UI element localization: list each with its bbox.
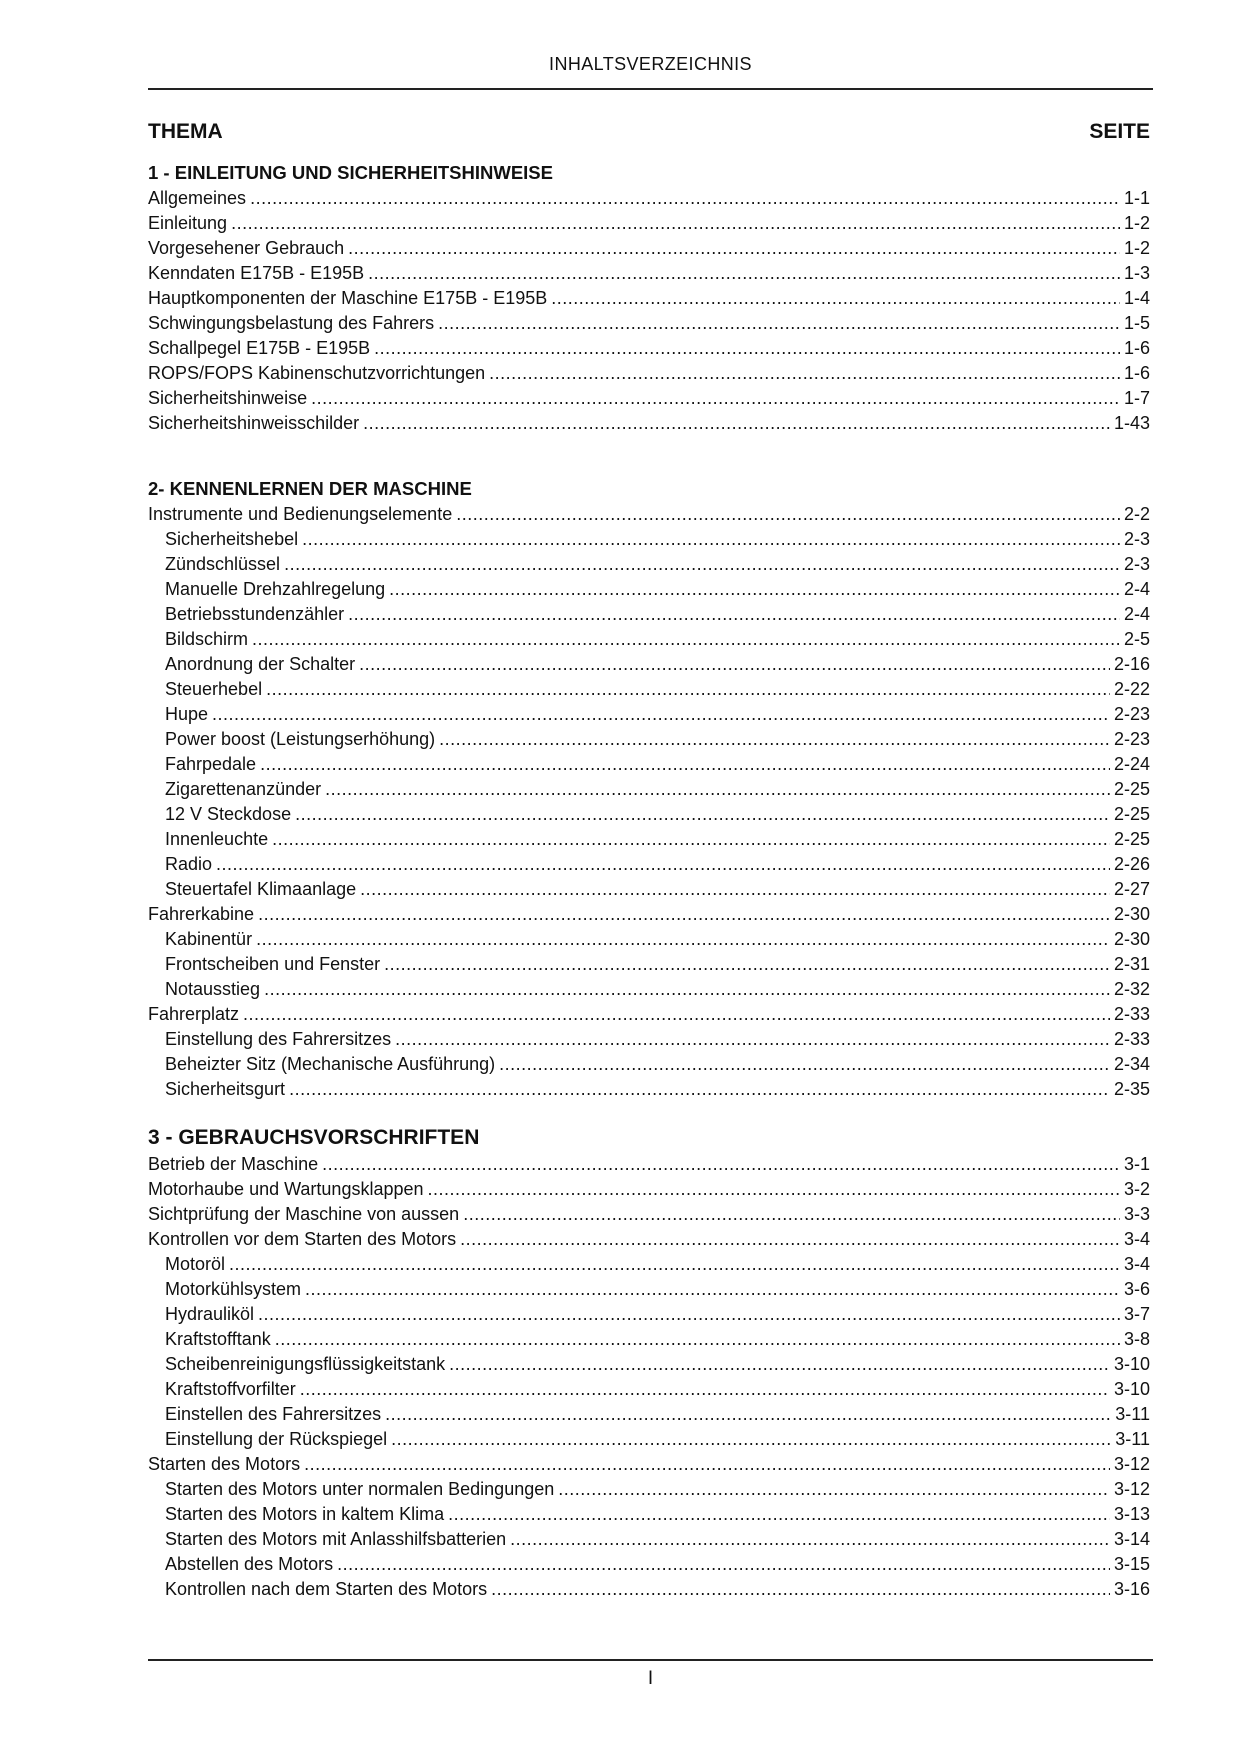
toc-entry[interactable]	[148, 1002, 1150, 1027]
entry-label: Sicherheitshinweise	[148, 388, 308, 408]
toc-entry[interactable]	[148, 1402, 1150, 1427]
entry-label: Einstellung des Fahrersitzes	[165, 1029, 392, 1049]
dot-leader	[489, 361, 1120, 386]
entry-label: Steuerhebel	[165, 679, 263, 699]
toc-entry[interactable]	[148, 411, 1150, 436]
entry-page: 2-3	[1123, 554, 1150, 574]
toc-entry[interactable]	[148, 977, 1150, 1002]
toc-entry[interactable]	[148, 677, 1150, 702]
toc-section	[148, 1124, 1150, 1602]
entry-label: Starten des Motors	[148, 1454, 301, 1474]
toc-entry[interactable]	[148, 1452, 1150, 1477]
dot-leader	[460, 1227, 1120, 1252]
dot-leader	[456, 502, 1120, 527]
dot-leader	[264, 977, 1110, 1002]
toc-entry[interactable]	[148, 527, 1150, 552]
entry-page: 3-14	[1113, 1529, 1150, 1549]
dot-leader	[551, 286, 1120, 311]
toc-entry[interactable]	[148, 211, 1150, 236]
toc-entry[interactable]	[148, 577, 1150, 602]
dot-leader	[243, 1002, 1110, 1027]
entry-page: 2-25	[1113, 829, 1150, 849]
entry-label: Kraftstoffvorfilter	[165, 1379, 296, 1399]
entry-page: 1-3	[1123, 263, 1150, 283]
entry-label: Sichtprüfung der Maschine von aussen	[148, 1204, 460, 1224]
entry-label: Hupe	[165, 704, 209, 724]
dot-leader	[491, 1577, 1110, 1602]
entry-page: 2-32	[1113, 979, 1150, 999]
entry-label: Radio	[165, 854, 213, 874]
dot-leader	[322, 1152, 1120, 1177]
topic-column-heading: THEMA	[148, 120, 223, 143]
entry-page: 3-3	[1123, 1204, 1150, 1224]
entry-label: Fahrerkabine	[148, 904, 255, 924]
entry-page: 3-2	[1123, 1179, 1150, 1199]
entry-page: 2-25	[1113, 779, 1150, 799]
entry-page: 3-4	[1123, 1254, 1150, 1274]
entry-page: 1-2	[1123, 238, 1150, 258]
entry-label: Einstellung der Rückspiegel	[165, 1429, 388, 1449]
dot-leader	[337, 1552, 1110, 1577]
toc-entry[interactable]	[148, 1052, 1150, 1077]
dot-leader	[272, 827, 1110, 852]
entry-label: Sicherheitshebel	[165, 529, 299, 549]
entry-label: Scheibenreinigungsflüssigkeitstank	[165, 1354, 446, 1374]
entry-label: Vorgesehener Gebrauch	[148, 238, 345, 258]
toc-entry[interactable]	[148, 927, 1150, 952]
toc-entry[interactable]	[148, 286, 1150, 311]
entry-page: 2-26	[1113, 854, 1150, 874]
toc-entry[interactable]	[148, 1177, 1150, 1202]
entry-label: Schwingungsbelastung des Fahrers	[148, 313, 435, 333]
section-spacer	[148, 1102, 1150, 1124]
entry-page: 2-35	[1113, 1079, 1150, 1099]
entry-label: Hydrauliköl	[165, 1304, 255, 1324]
dot-leader	[449, 1352, 1110, 1377]
toc-entry[interactable]	[148, 1252, 1150, 1277]
entry-page: 3-4	[1123, 1229, 1150, 1249]
dot-leader	[304, 1452, 1110, 1477]
dot-leader	[348, 602, 1120, 627]
entry-page: 2-31	[1113, 954, 1150, 974]
toc-entry[interactable]	[148, 1477, 1150, 1502]
entry-list	[148, 502, 1150, 1102]
toc-entry[interactable]	[148, 186, 1150, 211]
entry-page: 2-5	[1123, 629, 1150, 649]
toc-entry[interactable]	[148, 502, 1150, 527]
toc-entry[interactable]	[148, 1202, 1150, 1227]
entry-label: Kabinentür	[165, 929, 253, 949]
dot-leader	[391, 1427, 1111, 1452]
dot-leader	[325, 777, 1110, 802]
toc-entry[interactable]	[148, 802, 1150, 827]
dot-leader	[463, 1202, 1120, 1227]
dot-leader	[374, 336, 1120, 361]
entry-label: Kontrollen vor dem Starten des Motors	[148, 1229, 457, 1249]
dot-leader	[389, 577, 1120, 602]
page-header: INHALTSVERZEICHNIS	[549, 54, 752, 74]
section-title: 1 - EINLEITUNG UND SICHERHEITSHINWEISE	[148, 162, 553, 183]
entry-page: 2-27	[1113, 879, 1150, 899]
entry-page: 1-43	[1113, 413, 1150, 433]
entry-label: Beheizter Sitz (Mechanische Ausführung)	[165, 1054, 496, 1074]
entry-page: 3-8	[1123, 1329, 1150, 1349]
table-of-contents	[148, 160, 1150, 1602]
dot-leader	[302, 527, 1120, 552]
dot-leader	[289, 1077, 1110, 1102]
entry-label: Frontscheiben und Fenster	[165, 954, 381, 974]
entry-page: 2-25	[1113, 804, 1150, 824]
dot-leader	[252, 627, 1120, 652]
dot-leader	[216, 852, 1110, 877]
entry-page: 3-10	[1113, 1379, 1150, 1399]
entry-label: Starten des Motors unter normalen Bedingungen	[165, 1479, 555, 1499]
entry-label: Fahrpedale	[165, 754, 257, 774]
dot-leader	[275, 1327, 1120, 1352]
entry-page: 2-2	[1123, 504, 1150, 524]
entry-label: Innenleuchte	[165, 829, 269, 849]
toc-entry[interactable]	[148, 336, 1150, 361]
entry-label: Abstellen des Motors	[165, 1554, 334, 1574]
entry-list	[148, 1152, 1150, 1602]
entry-label: Betriebsstundenzähler	[165, 604, 345, 624]
entry-page: 2-22	[1113, 679, 1150, 699]
entry-page: 3-1	[1123, 1154, 1150, 1174]
entry-label: Motoröl	[165, 1254, 226, 1274]
toc-entry[interactable]	[148, 552, 1150, 577]
page-number: I	[647, 1668, 654, 1689]
toc-entry[interactable]	[148, 236, 1150, 261]
toc-entry[interactable]	[148, 652, 1150, 677]
entry-page: 2-4	[1123, 604, 1150, 624]
dot-leader	[385, 1402, 1111, 1427]
entry-label: Einleitung	[148, 213, 228, 233]
entry-label: Sicherheitsgurt	[165, 1079, 286, 1099]
entry-label: Hauptkomponenten der Maschine E175B - E195B	[148, 288, 548, 308]
entry-page: 3-12	[1113, 1454, 1150, 1474]
entry-page: 2-16	[1113, 654, 1150, 674]
toc-section	[148, 160, 1150, 436]
entry-page: 1-4	[1123, 288, 1150, 308]
toc-entry[interactable]	[148, 702, 1150, 727]
entry-label: Betrieb der Maschine	[148, 1154, 319, 1174]
dot-leader	[212, 702, 1110, 727]
entry-label: Einstellen des Fahrersitzes	[165, 1404, 382, 1424]
dot-leader	[229, 1252, 1120, 1277]
toc-entry[interactable]	[148, 727, 1150, 752]
column-headings	[148, 120, 1150, 144]
toc-entry[interactable]	[148, 386, 1150, 411]
toc-entry[interactable]	[148, 1502, 1150, 1527]
entry-page: 3-6	[1123, 1279, 1150, 1299]
entry-page: 3-15	[1113, 1554, 1150, 1574]
toc-entry[interactable]	[148, 1577, 1150, 1602]
entry-page: 2-33	[1113, 1004, 1150, 1024]
entry-page: 3-11	[1115, 1429, 1150, 1449]
toc-entry[interactable]	[148, 952, 1150, 977]
entry-page: 1-2	[1123, 213, 1150, 233]
dot-leader	[395, 1027, 1110, 1052]
toc-section	[148, 476, 1150, 1102]
toc-entry[interactable]	[148, 1152, 1150, 1177]
dot-leader	[311, 386, 1120, 411]
entry-page: 3-12	[1113, 1479, 1150, 1499]
entry-label: Zigarettenanzünder	[165, 779, 322, 799]
toc-entry[interactable]	[148, 1227, 1150, 1252]
entry-label: Instrumente und Bedienungselemente	[148, 504, 453, 524]
entry-label: Kraftstofftank	[165, 1329, 271, 1349]
entry-page: 1-5	[1123, 313, 1150, 333]
dot-leader	[428, 1177, 1120, 1202]
dot-leader	[448, 1502, 1110, 1527]
entry-page: 2-30	[1113, 904, 1150, 924]
dot-leader	[359, 652, 1110, 677]
dot-leader	[360, 877, 1110, 902]
entry-label: Motorhaube und Wartungsklappen	[148, 1179, 424, 1199]
dot-leader	[258, 1302, 1120, 1327]
toc-entry[interactable]	[148, 361, 1150, 386]
entry-page: 2-33	[1113, 1029, 1150, 1049]
entry-label: Steuertafel Klimaanlage	[165, 879, 357, 899]
toc-entry[interactable]	[148, 777, 1150, 802]
dot-leader	[300, 1377, 1110, 1402]
entry-label: Starten des Motors in kaltem Klima	[165, 1504, 445, 1524]
footer-rule	[148, 1659, 1153, 1661]
entry-label: Schallpegel E175B - E195B	[148, 338, 371, 358]
dot-leader	[256, 927, 1110, 952]
toc-entry[interactable]	[148, 1377, 1150, 1402]
toc-entry[interactable]	[148, 877, 1150, 902]
toc-entry[interactable]	[148, 1302, 1150, 1327]
entry-page: 2-34	[1113, 1054, 1150, 1074]
dot-leader	[250, 186, 1120, 211]
entry-label: Notausstieg	[165, 979, 261, 999]
entry-label: Starten des Motors mit Anlasshilfsbatterien	[165, 1529, 507, 1549]
dot-leader	[258, 902, 1110, 927]
section-title: 2- KENNENLERNEN DER MASCHINE	[148, 478, 472, 499]
toc-entry[interactable]	[148, 1427, 1150, 1452]
entry-page: 2-24	[1113, 754, 1150, 774]
entry-label: Fahrerplatz	[148, 1004, 240, 1024]
entry-label: Zündschlüssel	[165, 554, 281, 574]
dot-leader	[284, 552, 1120, 577]
toc-entry[interactable]	[148, 1027, 1150, 1052]
entry-label: Kontrollen nach dem Starten des Motors	[165, 1579, 488, 1599]
toc-entry[interactable]	[148, 752, 1150, 777]
toc-entry[interactable]	[148, 902, 1150, 927]
entry-page: 1-6	[1123, 363, 1150, 383]
toc-entry[interactable]	[148, 627, 1150, 652]
section-title: 3 - GEBRAUCHSVORSCHRIFTEN	[148, 1126, 480, 1149]
entry-page: 2-4	[1123, 579, 1150, 599]
toc-entry[interactable]	[148, 1352, 1150, 1377]
toc-entry[interactable]	[148, 852, 1150, 877]
entry-label: Power boost (Leistungserhöhung)	[165, 729, 436, 749]
toc-entry[interactable]	[148, 261, 1150, 286]
dot-leader	[368, 261, 1120, 286]
dot-leader	[439, 727, 1110, 752]
dot-leader	[363, 411, 1110, 436]
entry-label: 12 V Steckdose	[165, 804, 292, 824]
entry-page: 1-1	[1123, 188, 1150, 208]
toc-entry[interactable]	[148, 1552, 1150, 1577]
entry-page: 1-6	[1123, 338, 1150, 358]
entry-page: 2-30	[1113, 929, 1150, 949]
entry-label: ROPS/FOPS Kabinenschutzvorrichtungen	[148, 363, 486, 383]
dot-leader	[499, 1052, 1110, 1077]
entry-label: Manuelle Drehzahlregelung	[165, 579, 386, 599]
entry-page: 2-23	[1113, 729, 1150, 749]
entry-page: 1-7	[1123, 388, 1150, 408]
toc-entry[interactable]	[148, 311, 1150, 336]
dot-leader	[266, 677, 1110, 702]
entry-page: 2-3	[1123, 529, 1150, 549]
dot-leader	[438, 311, 1120, 336]
entry-page: 3-13	[1113, 1504, 1150, 1524]
dot-leader	[260, 752, 1110, 777]
entry-list	[148, 186, 1150, 436]
dot-leader	[295, 802, 1110, 827]
entry-label: Motorkühlsystem	[165, 1279, 302, 1299]
entry-page: 3-11	[1115, 1404, 1150, 1424]
entry-page: 3-10	[1113, 1354, 1150, 1374]
entry-label: Bildschirm	[165, 629, 249, 649]
section-spacer	[148, 436, 1150, 476]
dot-leader	[558, 1477, 1110, 1502]
dot-leader	[348, 236, 1120, 261]
entry-label: Sicherheitshinweisschilder	[148, 413, 360, 433]
dot-leader	[305, 1277, 1120, 1302]
dot-leader	[231, 211, 1120, 236]
toc-entry[interactable]	[148, 602, 1150, 627]
entry-page: 3-7	[1123, 1304, 1150, 1324]
toc-entry[interactable]	[148, 1077, 1150, 1102]
entry-page: 2-23	[1113, 704, 1150, 724]
toc-entry[interactable]	[148, 1527, 1150, 1552]
toc-entry[interactable]	[148, 827, 1150, 852]
toc-entry[interactable]	[148, 1327, 1150, 1352]
toc-entry[interactable]	[148, 1277, 1150, 1302]
header-rule	[148, 88, 1153, 90]
dot-leader	[384, 952, 1110, 977]
entry-page: 3-16	[1113, 1579, 1150, 1599]
dot-leader	[510, 1527, 1110, 1552]
entry-label: Anordnung der Schalter	[165, 654, 356, 674]
entry-label: Kenndaten E175B - E195B	[148, 263, 365, 283]
page-column-heading: SEITE	[1089, 120, 1150, 143]
entry-label: Allgemeines	[148, 188, 247, 208]
